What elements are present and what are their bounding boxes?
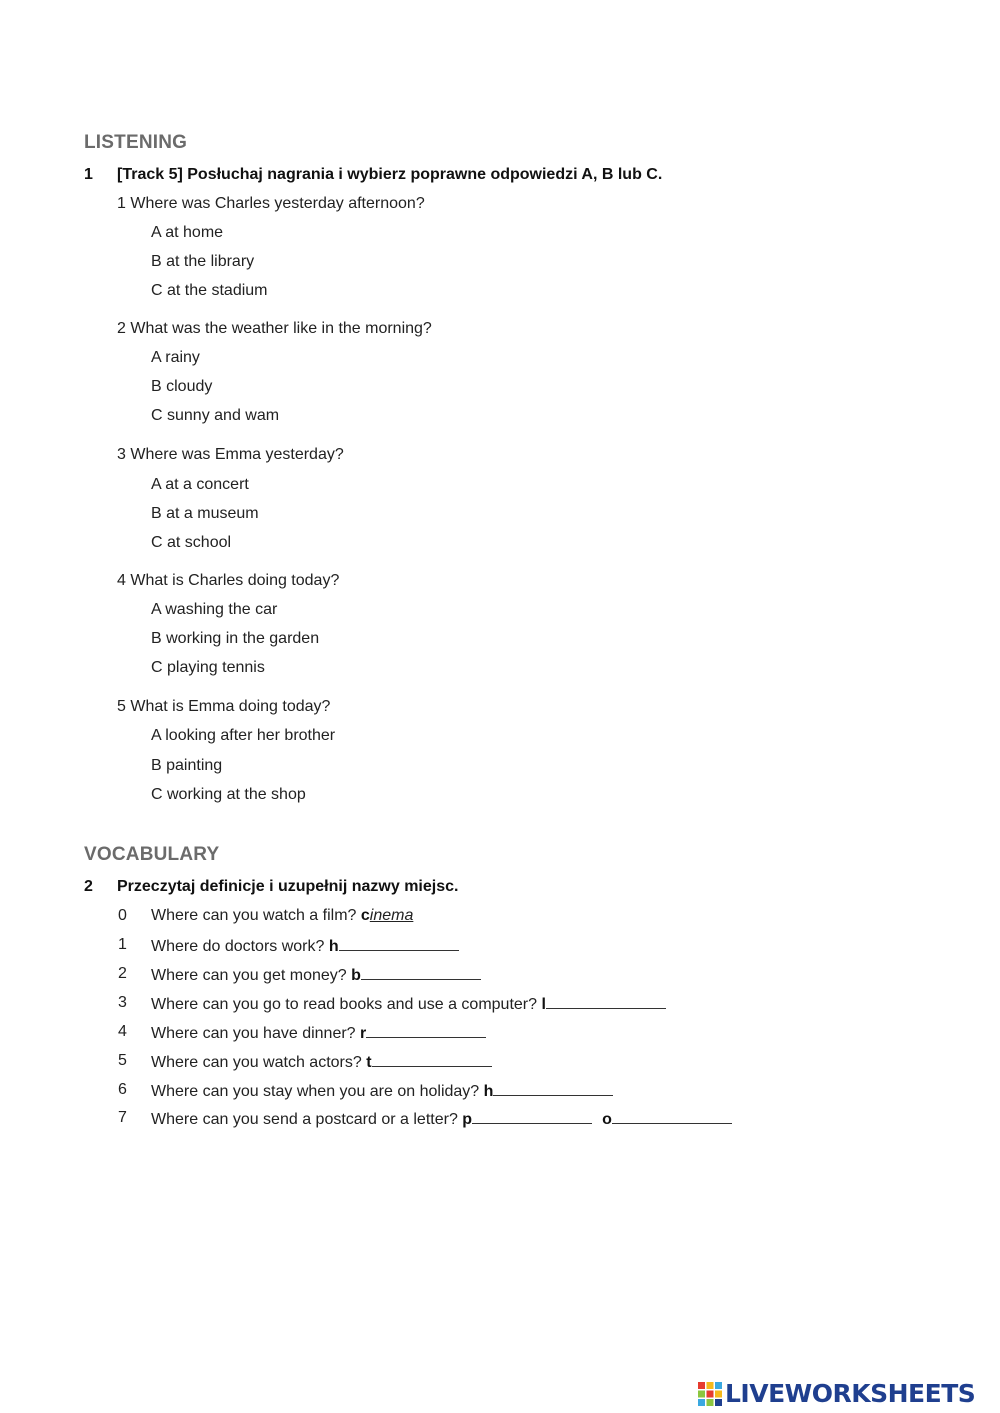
listening-question-5: 5 What is Emma doing today?: [117, 698, 331, 715]
q3-option-a[interactable]: A at a concert: [151, 476, 249, 493]
q5-option-c[interactable]: C working at the shop: [151, 786, 306, 803]
listening-question-3: 3 Where was Emma yesterday?: [117, 446, 344, 463]
vocab-question: Where can you send a postcard or a letter?: [151, 1111, 458, 1128]
vocab-item-number: 6: [118, 1081, 127, 1098]
vocab-item-number: 2: [118, 965, 127, 982]
example-answer: inema: [369, 907, 414, 924]
q4-option-c[interactable]: C playing tennis: [151, 659, 265, 676]
q5-option-a[interactable]: A looking after her brother: [151, 727, 336, 744]
vocab-second-letter: o: [602, 1111, 612, 1128]
vocab-question: Where can you go to read books and use a computer?: [151, 996, 538, 1013]
q4-option-a[interactable]: A washing the car: [151, 601, 278, 618]
vocab-first-letter: b: [351, 967, 361, 984]
liveworksheets-brand: [698, 1377, 975, 1411]
exercise-1-instruction: [Track 5] Posłuchaj nagrania i wybierz poprawne odpowiedzi A, B lub C.: [117, 166, 663, 183]
vocab-item-2: [151, 965, 481, 985]
answer-blank[interactable]: [366, 1023, 486, 1038]
vocab-item-number: 3: [118, 994, 127, 1011]
listening-question-4: 4 What is Charles doing today?: [117, 572, 340, 589]
vocab-item-4: [151, 1023, 486, 1043]
vocab-first-letter: h: [328, 938, 339, 955]
vocabulary-heading: VOCABULARY: [84, 844, 220, 865]
vocab-first-letter: p: [462, 1111, 473, 1128]
exercise-2-instruction: Przeczytaj definicje i uzupełnij nazwy miejsc.: [117, 878, 459, 895]
vocab-item-number: 4: [118, 1023, 127, 1040]
brand-name: LIVEWORKSHEETS: [725, 1379, 976, 1408]
liveworksheets-logo-icon: [698, 1382, 722, 1406]
vocab-item-7: [151, 1109, 732, 1129]
vocab-item-0: [151, 907, 413, 925]
q3-option-b[interactable]: B at a museum: [151, 505, 259, 522]
vocab-first-letter: h: [483, 1083, 494, 1100]
listening-heading: LISTENING: [84, 132, 188, 153]
exercise-1-number: 1: [84, 166, 93, 183]
vocab-question: Where can you watch actors?: [151, 1054, 362, 1071]
vocab-question: Where can you watch a film?: [151, 907, 357, 924]
vocab-item-number: 7: [118, 1109, 127, 1126]
answer-blank[interactable]: [339, 936, 459, 951]
listening-question-1: 1 Where was Charles yesterday afternoon?: [117, 195, 425, 212]
listening-question-2: 2 What was the weather like in the morning?: [117, 320, 432, 337]
answer-blank[interactable]: [472, 1109, 592, 1124]
vocab-item-number: 1: [118, 936, 127, 953]
q3-option-c[interactable]: C at school: [151, 534, 232, 551]
vocab-item-number: 0: [118, 907, 127, 924]
q4-option-b[interactable]: B working in the garden: [151, 630, 320, 647]
q2-option-b[interactable]: B cloudy: [151, 378, 213, 395]
answer-blank[interactable]: [361, 965, 481, 980]
vocab-item-3: [151, 994, 666, 1014]
vocab-item-1: [151, 936, 459, 956]
answer-blank-2[interactable]: [612, 1109, 732, 1124]
q1-option-b[interactable]: B at the library: [151, 253, 255, 270]
vocab-first-letter: c: [360, 907, 370, 924]
answer-blank[interactable]: [372, 1052, 492, 1067]
q1-option-c[interactable]: C at the stadium: [151, 282, 268, 299]
q1-option-a[interactable]: A at home: [151, 224, 224, 241]
q2-option-c[interactable]: C sunny and wam: [151, 407, 280, 424]
exercise-2-number: 2: [84, 878, 93, 895]
vocab-item-6: [151, 1081, 613, 1101]
vocab-question: Where can you stay when you are on holiday?: [151, 1083, 480, 1100]
vocab-first-letter: l: [541, 996, 546, 1013]
vocab-item-5: [151, 1052, 492, 1072]
vocab-question: Where can you have dinner?: [151, 1025, 356, 1042]
vocab-question: Where do doctors work?: [151, 938, 325, 955]
answer-blank[interactable]: [493, 1081, 613, 1096]
vocab-item-number: 5: [118, 1052, 127, 1069]
q5-option-b[interactable]: B painting: [151, 757, 223, 774]
vocab-first-letter: t: [366, 1054, 372, 1071]
vocab-first-letter: r: [360, 1025, 367, 1042]
answer-blank[interactable]: [546, 994, 666, 1009]
q2-option-a[interactable]: A rainy: [151, 349, 200, 366]
vocab-question: Where can you get money?: [151, 967, 347, 984]
